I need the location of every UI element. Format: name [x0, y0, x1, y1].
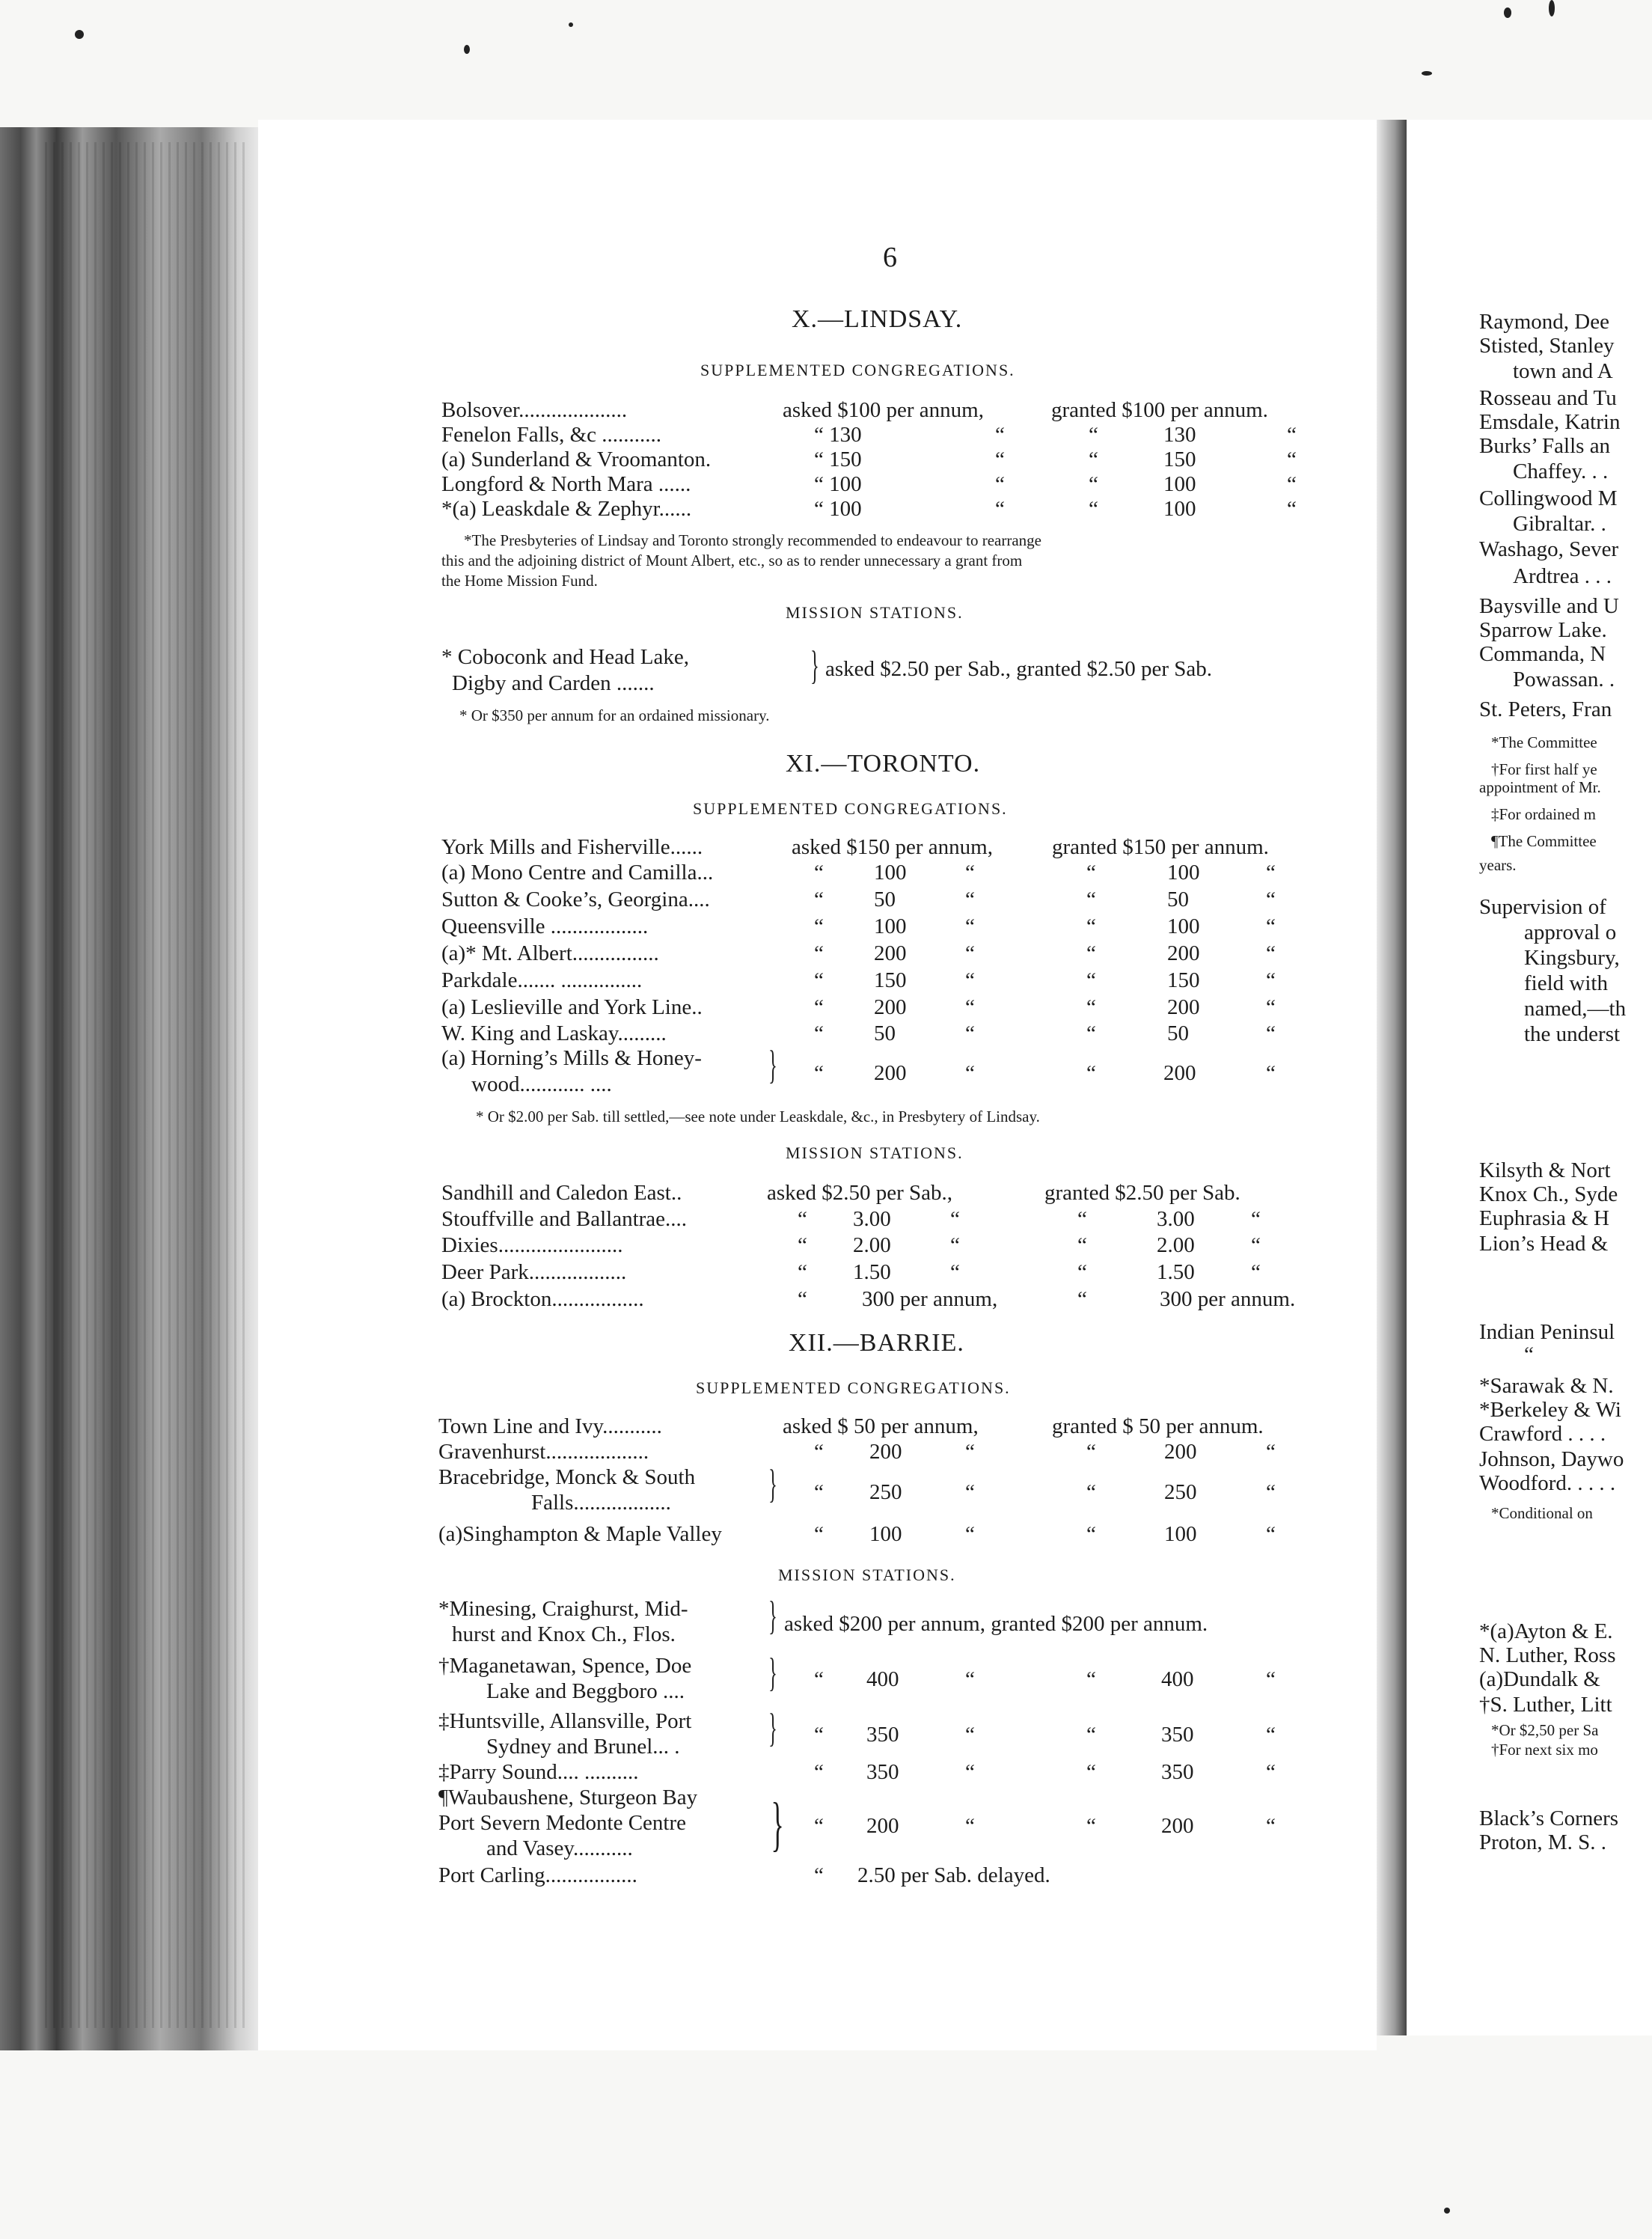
row-name: Sutton & Cooke’s, Georgina....: [441, 888, 710, 911]
ditto-mark: “: [814, 1061, 824, 1085]
row-name: Bracebridge, Monck & South: [438, 1465, 696, 1489]
row-asked: 250: [869, 1480, 902, 1504]
row-asked: “ 130: [814, 423, 862, 447]
row-granted: 200: [1163, 1061, 1196, 1085]
ditto-mark: “: [814, 1723, 824, 1747]
ditto-mark: “: [1251, 1233, 1261, 1257]
row-granted: 1.50: [1157, 1260, 1195, 1284]
dust-speck: [1549, 0, 1555, 16]
ditto-mark: “: [1266, 995, 1276, 1019]
dust-speck: [1444, 2208, 1450, 2214]
row-name: Fenelon Falls, &c ...........: [441, 423, 662, 447]
ditto-mark: “: [965, 1723, 975, 1747]
row-granted: 150: [1167, 968, 1200, 992]
row-granted: 250: [1164, 1480, 1197, 1504]
ditto-mark: “: [965, 861, 975, 885]
right-page-line: Ardtrea . . .: [1513, 564, 1612, 588]
row-name: Sydney and Brunel... .: [486, 1735, 680, 1759]
ditto-mark: “: [965, 1667, 975, 1691]
brace: }: [768, 1650, 777, 1695]
ditto-mark: “: [1086, 1440, 1096, 1464]
row-name: (a) Mono Centre and Camilla...: [441, 861, 714, 885]
ditto-mark: “: [965, 995, 975, 1019]
row-name: Town Line and Ivy...........: [438, 1414, 662, 1438]
row-granted: 50: [1167, 888, 1189, 911]
row-name: Deer Park..................: [441, 1260, 627, 1284]
mission-terms: asked $2.50 per Sab., granted $2.50 per Sab.: [825, 657, 1213, 681]
page-edge-lines: [45, 142, 247, 2028]
ditto-mark: “: [1086, 995, 1096, 1019]
row-name: ‡Huntsville, Allansville, Port: [438, 1709, 692, 1733]
ditto-mark: “: [1077, 1207, 1087, 1231]
row-terms: 2.50 per Sab. delayed.: [857, 1863, 1050, 1887]
ditto-mark: “: [1287, 448, 1297, 471]
row-name: *Minesing, Craighurst, Mid-: [438, 1597, 688, 1621]
right-page-line: Proton, M. S. .: [1479, 1830, 1607, 1854]
right-page-line: Burks’ Falls an: [1479, 434, 1611, 458]
row-name: W. King and Laskay.........: [441, 1021, 667, 1045]
row-name: (a) Sunderland & Vroomanton.: [441, 448, 712, 471]
right-page-line: Emsdale, Katrin: [1479, 410, 1621, 434]
row-granted: 200: [1161, 1814, 1194, 1838]
mission-name: Digby and Carden .......: [452, 671, 655, 695]
ditto-mark: “: [965, 1522, 975, 1546]
right-page-line: Supervision of: [1479, 895, 1606, 919]
ditto-mark: “: [1266, 1480, 1276, 1504]
ditto-mark: “: [995, 472, 1005, 496]
ditto-mark: “: [965, 968, 975, 992]
ditto-mark: “: [1287, 423, 1297, 447]
ditto-mark: “: [1266, 1522, 1276, 1546]
right-page-line: St. Peters, Fran: [1479, 697, 1612, 721]
brace: }: [768, 1042, 777, 1087]
ditto-mark: “: [814, 1667, 824, 1691]
ditto-mark: “: [814, 1760, 824, 1784]
ditto-mark: “: [1077, 1260, 1087, 1284]
row-asked: “ 100: [814, 472, 862, 496]
row-granted: 350: [1161, 1760, 1194, 1784]
dust-speck: [1422, 71, 1432, 76]
row-granted: 300 per annum.: [1160, 1287, 1296, 1311]
row-name: Port Carling.................: [438, 1863, 637, 1887]
dust-speck: [464, 45, 470, 54]
row-name: ¶Waubaushene, Sturgeon Bay: [438, 1786, 698, 1809]
row-asked: asked $100 per annum,: [783, 398, 984, 422]
ditto-mark: “: [1086, 1814, 1096, 1838]
row-asked: asked $2.50 per Sab.,: [767, 1181, 953, 1205]
row-granted: granted $150 per annum.: [1052, 835, 1269, 859]
ditto-mark: “: [950, 1207, 960, 1231]
right-page-line: Woodford. . . . .: [1479, 1471, 1616, 1495]
row-asked: 1.50: [853, 1260, 891, 1284]
row-granted: granted $100 per annum.: [1051, 398, 1268, 422]
ditto-mark: “: [1086, 914, 1096, 938]
ditto-mark: “: [1086, 1760, 1096, 1784]
ditto-mark: “: [798, 1260, 807, 1284]
ditto-mark: “: [995, 423, 1005, 447]
ditto-mark: “: [814, 861, 824, 885]
row-granted: 100: [1164, 1522, 1197, 1546]
dust-speck: [1504, 7, 1511, 18]
ditto-mark: “: [814, 888, 824, 911]
ditto-mark: “: [1086, 1021, 1096, 1045]
row-granted: granted $ 50 per annum.: [1052, 1414, 1264, 1438]
barrie-mission-heading: MISSION STATIONS.: [778, 1566, 956, 1584]
section-title-barrie: XII.—BARRIE.: [789, 1329, 964, 1357]
right-page-line: Washago, Sever: [1479, 537, 1619, 561]
row-name: Bolsover....................: [441, 398, 628, 422]
ditto-mark: “: [814, 968, 824, 992]
right-page-line: Kingsbury,: [1524, 946, 1620, 970]
row-asked: “ 150: [814, 448, 862, 471]
page-number: 6: [883, 242, 897, 273]
ditto-mark: “: [798, 1233, 807, 1257]
ditto-mark: “: [814, 914, 824, 938]
row-granted: 400: [1161, 1667, 1194, 1691]
row-name: (a)Singhampton & Maple Valley: [438, 1522, 722, 1546]
row-name: wood............ ....: [471, 1072, 612, 1096]
ditto-mark: “: [1266, 914, 1276, 938]
ditto-mark: “: [1266, 968, 1276, 992]
row-asked: 400: [866, 1667, 899, 1691]
ditto-mark: “: [995, 497, 1005, 521]
right-page-line: Chaffey. . .: [1513, 459, 1609, 483]
row-granted: 100: [1167, 861, 1200, 885]
row-granted: 350: [1161, 1723, 1194, 1747]
ditto-mark: “: [1266, 861, 1276, 885]
row-name: Lake and Beggboro ....: [486, 1679, 685, 1703]
brace: }: [768, 1593, 777, 1638]
mission-terms: asked $200 per annum, granted $200 per annum.: [784, 1612, 1208, 1636]
ditto-mark: “: [1266, 941, 1276, 965]
brace: }: [810, 643, 819, 688]
row-asked: 200: [874, 941, 907, 965]
footnote-line: * Or $2.00 per Sab. till settled,—see note under Leaskdale, &c., in Presbytery of Lindsay.: [476, 1108, 1040, 1125]
ditto-mark: “: [965, 888, 975, 911]
row-name: Queensville ..................: [441, 914, 649, 938]
ditto-mark: “: [814, 941, 824, 965]
ditto-mark: “: [1266, 1814, 1276, 1838]
ditto-mark: “: [965, 1061, 975, 1085]
right-page-line: (a)Dundalk &: [1479, 1667, 1600, 1691]
row-name: York Mills and Fisherville......: [441, 835, 703, 859]
ditto-mark: “: [1086, 861, 1096, 885]
ditto-mark: “: [1287, 472, 1297, 496]
right-page-line: †For first half ye: [1491, 760, 1597, 778]
right-page-line: *The Committee: [1491, 733, 1597, 751]
footnote-line: *The Presbyteries of Lindsay and Toronto strongly recommended to endeavour to rearrange: [464, 531, 1041, 549]
section-title-toronto: XI.—TORONTO.: [786, 750, 981, 778]
ditto-mark: “: [1077, 1233, 1087, 1257]
row-asked: 350: [866, 1760, 899, 1784]
row-name: Falls..................: [531, 1491, 671, 1515]
ditto-mark: “: [814, 1021, 824, 1045]
ditto-mark: “: [950, 1260, 960, 1284]
right-page-line: Sparrow Lake.: [1479, 618, 1607, 642]
right-page-line: years.: [1479, 856, 1517, 874]
ditto-mark: “: [1266, 1021, 1276, 1045]
ditto-mark: “: [814, 995, 824, 1019]
toronto-mission-heading: MISSION STATIONS.: [786, 1143, 964, 1162]
row-asked: 3.00: [853, 1207, 891, 1231]
ditto-mark: “: [1077, 1287, 1087, 1311]
row-granted: 150: [1163, 448, 1196, 471]
right-page-line: Gibraltar. .: [1513, 512, 1606, 536]
ditto-mark: “: [965, 914, 975, 938]
ditto-mark: “: [1266, 1723, 1276, 1747]
right-page-line: Raymond, Dee: [1479, 310, 1609, 334]
row-asked: 50: [874, 1021, 896, 1045]
row-asked: asked $150 per annum,: [792, 835, 993, 859]
right-page-line: “: [1524, 1343, 1534, 1366]
row-name: †Maganetawan, Spence, Doe: [438, 1654, 692, 1678]
ditto-mark: “: [814, 1814, 824, 1838]
ditto-mark: “: [1089, 497, 1098, 521]
footnote-line: * Or $350 per annum for an ordained missionary.: [459, 706, 770, 724]
row-granted: 2.00: [1157, 1233, 1195, 1257]
ditto-mark: “: [1086, 1667, 1096, 1691]
ditto-mark: “: [1089, 472, 1098, 496]
row-asked: 200: [866, 1814, 899, 1838]
right-page-line: the underst: [1524, 1022, 1621, 1046]
right-page-line: appointment of Mr.: [1479, 778, 1601, 796]
right-page-line: *Or $2,50 per Sa: [1491, 1721, 1599, 1739]
row-name: Port Severn Medonte Centre: [438, 1811, 687, 1835]
ditto-mark: “: [965, 1814, 975, 1838]
right-page-line: Stisted, Stanley: [1479, 334, 1615, 358]
right-page-line: *Sarawak & N.: [1479, 1374, 1614, 1398]
ditto-mark: “: [1086, 1723, 1096, 1747]
row-asked: 350: [866, 1723, 899, 1747]
row-asked: 100: [874, 914, 907, 938]
ditto-mark: “: [1089, 448, 1098, 471]
right-page-line: †S. Luther, Litt: [1479, 1693, 1612, 1717]
row-granted: 50: [1167, 1021, 1189, 1045]
ditto-mark: “: [814, 1440, 824, 1464]
right-page-line: *(a)Ayton & E.: [1479, 1619, 1613, 1643]
ditto-mark: “: [1086, 941, 1096, 965]
dust-speck: [75, 30, 84, 39]
brace: }: [768, 1461, 777, 1506]
ditto-mark: “: [965, 941, 975, 965]
lindsay-mission-heading: MISSION STATIONS.: [786, 603, 964, 622]
ditto-mark: “: [1287, 497, 1297, 521]
ditto-mark: “: [814, 1522, 824, 1546]
right-page-line: town and A: [1513, 359, 1613, 383]
ditto-mark: “: [965, 1760, 975, 1784]
ditto-mark: “: [1086, 1061, 1096, 1085]
right-page-line: Collingwood M: [1479, 486, 1618, 510]
row-granted: 200: [1167, 941, 1200, 965]
right-page-line: Crawford . . . .: [1479, 1422, 1606, 1446]
row-name: Longford & North Mara ......: [441, 472, 691, 496]
row-name: ‡Parry Sound.... ..........: [438, 1760, 639, 1784]
row-granted: 100: [1163, 472, 1196, 496]
row-asked: 200: [874, 995, 907, 1019]
row-name: *(a) Leaskdale & Zephyr......: [441, 497, 692, 521]
ditto-mark: “: [814, 1480, 824, 1504]
ditto-mark: “: [965, 1021, 975, 1045]
ditto-mark: “: [1266, 888, 1276, 911]
row-asked: 100: [874, 861, 907, 885]
ditto-mark: “: [1266, 1760, 1276, 1784]
right-page-line: *Berkeley & Wi: [1479, 1398, 1621, 1422]
mission-name: * Coboconk and Head Lake,: [441, 645, 689, 669]
dust-speck: [569, 22, 573, 27]
right-page-line: approval o: [1524, 920, 1617, 944]
book-spine-shadow: [1377, 120, 1407, 2035]
row-name: hurst and Knox Ch., Flos.: [452, 1622, 676, 1646]
row-granted: 200: [1167, 995, 1200, 1019]
right-page-line: Euphrasia & H: [1479, 1206, 1609, 1230]
right-page-line: named,—th: [1524, 997, 1627, 1021]
ditto-mark: “: [950, 1233, 960, 1257]
row-asked: 150: [874, 968, 907, 992]
ditto-mark: “: [965, 1440, 975, 1464]
row-name: (a)* Mt. Albert................: [441, 941, 659, 965]
right-page-line: Baysville and U: [1479, 594, 1619, 618]
row-asked: asked $ 50 per annum,: [783, 1414, 979, 1438]
right-page-line: ¶The Committee: [1491, 832, 1597, 850]
section-title-lindsay: X.—LINDSAY.: [792, 305, 963, 333]
row-granted: 3.00: [1157, 1207, 1195, 1231]
ditto-mark: “: [1086, 1480, 1096, 1504]
ditto-mark: “: [1266, 1061, 1276, 1085]
row-name: Stouffville and Ballantrae....: [441, 1207, 688, 1231]
row-asked: 200: [874, 1061, 907, 1085]
row-asked: 50: [874, 888, 896, 911]
right-page-line: Knox Ch., Syde: [1479, 1182, 1618, 1206]
row-name: Gravenhurst...................: [438, 1440, 649, 1464]
row-asked: 100: [869, 1522, 902, 1546]
right-page-line: Powassan. .: [1513, 668, 1615, 691]
ditto-mark: “: [814, 1863, 824, 1887]
row-asked: 2.00: [853, 1233, 891, 1257]
ditto-mark: “: [798, 1207, 807, 1231]
ditto-mark: “: [1086, 968, 1096, 992]
lindsay-supplemented-heading: SUPPLEMENTED CONGREGATIONS.: [700, 361, 1015, 379]
right-page-line: Lion’s Head &: [1479, 1232, 1609, 1256]
row-asked: “ 100: [814, 497, 862, 521]
right-page-line: N. Luther, Ross: [1479, 1643, 1616, 1667]
ditto-mark: “: [995, 448, 1005, 471]
ditto-mark: “: [1266, 1440, 1276, 1464]
right-page-line: Kilsyth & Nort: [1479, 1158, 1611, 1182]
ditto-mark: “: [1251, 1260, 1261, 1284]
row-asked: 200: [869, 1440, 902, 1464]
brace: }: [771, 1791, 784, 1857]
row-granted: 100: [1167, 914, 1200, 938]
right-page-line: Commanda, N: [1479, 642, 1606, 666]
right-page-line: Johnson, Daywo: [1479, 1447, 1624, 1471]
row-granted: 100: [1163, 497, 1196, 521]
footnote-line: the Home Mission Fund.: [441, 572, 598, 590]
row-asked: 300 per annum,: [862, 1287, 998, 1311]
ditto-mark: “: [1266, 1667, 1276, 1691]
ditto-mark: “: [1251, 1207, 1261, 1231]
right-page-line: Black’s Corners: [1479, 1806, 1619, 1830]
ditto-mark: “: [1086, 888, 1096, 911]
right-page-line: †For next six mo: [1491, 1741, 1598, 1759]
row-granted: 130: [1163, 423, 1196, 447]
right-page-line: ‡For ordained m: [1491, 805, 1596, 823]
row-name: Sandhill and Caledon East..: [441, 1181, 682, 1205]
row-name: (a) Leslieville and York Line..: [441, 995, 703, 1019]
row-name: Parkdale....... ...............: [441, 968, 643, 992]
row-name: (a) Brockton.................: [441, 1287, 644, 1311]
right-page-line: Indian Peninsul: [1479, 1320, 1615, 1344]
row-name: and Vasey...........: [486, 1836, 633, 1860]
row-granted: 200: [1164, 1440, 1197, 1464]
row-name: (a) Horning’s Mills & Honey-: [441, 1046, 702, 1070]
right-page-line: Rosseau and Tu: [1479, 386, 1617, 410]
row-granted: granted $2.50 per Sab.: [1044, 1181, 1240, 1205]
footnote-line: this and the adjoining district of Mount Albert, etc., so as to render unnecessary a grant from: [441, 552, 1023, 569]
row-name: Dixies.......................: [441, 1233, 623, 1257]
ditto-mark: “: [798, 1287, 807, 1311]
ditto-mark: “: [965, 1480, 975, 1504]
right-page-line: *Conditional on: [1491, 1504, 1593, 1522]
ditto-mark: “: [1089, 423, 1098, 447]
toronto-supplemented-heading: SUPPLEMENTED CONGREGATIONS.: [693, 799, 1008, 818]
ditto-mark: “: [1086, 1522, 1096, 1546]
right-page-line: field with: [1524, 971, 1608, 995]
barrie-supplemented-heading: SUPPLEMENTED CONGREGATIONS.: [696, 1378, 1011, 1397]
brace: }: [768, 1705, 777, 1750]
